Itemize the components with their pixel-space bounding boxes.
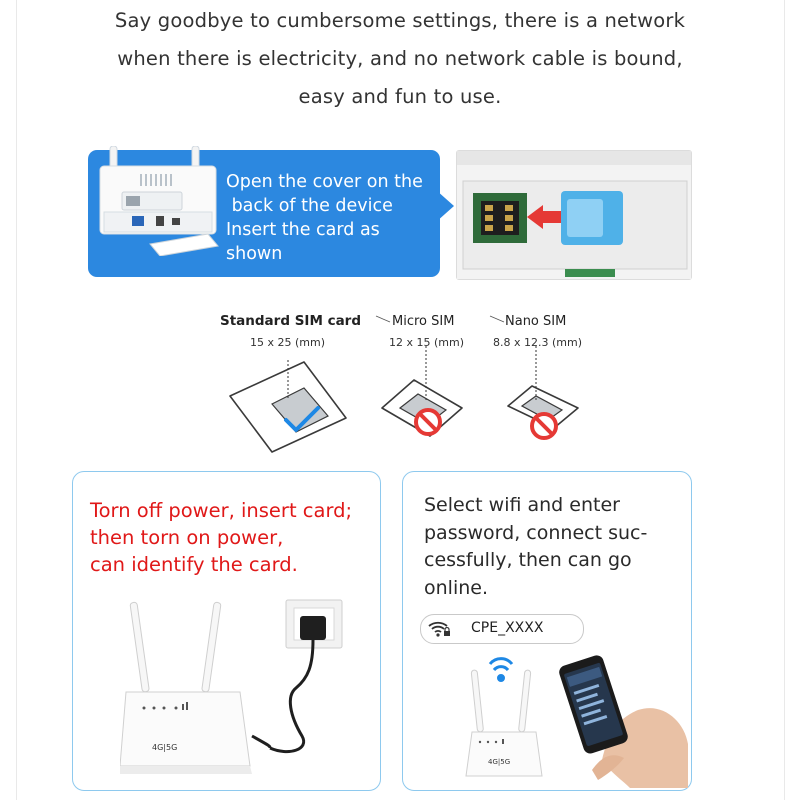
power-step-instructions xyxy=(90,497,352,578)
standard-sim-card-icon xyxy=(230,360,346,452)
banner-line-4: shown xyxy=(226,244,283,264)
router-back-illustration xyxy=(96,146,220,256)
router-power-illustration xyxy=(120,596,370,780)
nano-sim-card-icon xyxy=(508,346,578,438)
router-phone-illustration xyxy=(452,648,690,788)
intro-line-3: easy and fun to use. xyxy=(298,85,502,108)
banner-line-1: Open the cover on the xyxy=(226,172,423,192)
wifi-signal-icon xyxy=(490,659,512,681)
left-guide-line xyxy=(16,0,17,800)
wifi-line-1: Select wifi and enter xyxy=(424,494,620,516)
wifi-line-3: cessfully, then can go xyxy=(424,549,632,571)
intro-line-2: when there is electricity, and no network cable is bound, xyxy=(117,47,683,70)
banner-line-2: back of the device xyxy=(226,196,393,216)
nano-sim-title: Nano SIM xyxy=(505,314,567,329)
intro-text xyxy=(40,2,760,116)
wifi-line-4: online. xyxy=(424,576,488,599)
power-line-2: then torn on power, xyxy=(90,526,284,549)
power-line-1: Torn off power, insert card; xyxy=(90,499,353,522)
standard-sim-title: Standard SIM card xyxy=(220,313,362,329)
insert-card-instructions xyxy=(226,170,446,266)
nano-sim-size: 8.8 x 12.3 (mm) xyxy=(493,336,582,349)
micro-sim-title: Micro SIM xyxy=(392,314,455,329)
svg-text:4G|5G: 4G|5G xyxy=(488,758,511,766)
wifi-lock-icon xyxy=(427,620,451,638)
wifi-network-option[interactable] xyxy=(420,614,584,644)
wifi-step-instructions xyxy=(424,492,647,602)
micro-sim-card-icon xyxy=(382,346,462,436)
standard-sim-size: 15 x 25 (mm) xyxy=(250,336,326,349)
sim-size-diagram xyxy=(200,300,620,460)
prohibited-icon xyxy=(532,414,556,438)
sim-slot-illustration xyxy=(457,151,691,279)
intro-line-1: Say goodbye to cumbersome settings, there is a network xyxy=(114,9,686,32)
right-guide-line xyxy=(784,0,785,800)
sim-slot-closeup-photo xyxy=(456,150,692,280)
micro-sim-size: 12 x 15 (mm) xyxy=(389,336,465,349)
svg-text:4G|5G: 4G|5G xyxy=(152,743,178,752)
power-line-3: can identify the card. xyxy=(90,553,298,576)
prohibited-icon xyxy=(416,410,440,434)
wifi-line-2: password, connect suc- xyxy=(424,521,648,544)
wifi-network-name: CPE_XXXX xyxy=(471,620,544,636)
banner-line-3: Insert the card as xyxy=(226,220,380,240)
